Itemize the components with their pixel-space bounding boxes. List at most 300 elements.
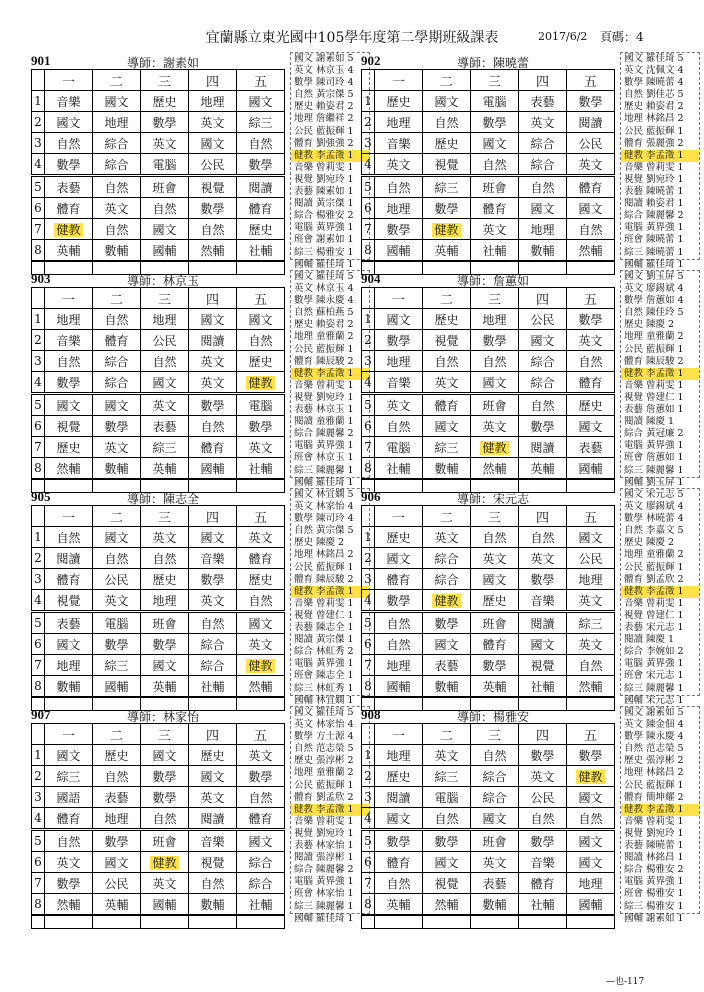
subject-cell	[189, 91, 237, 112]
subject-label: 數學	[56, 157, 81, 172]
mentor-value: 宋元志	[493, 492, 530, 506]
subject-cell	[93, 894, 141, 916]
subject-cell	[237, 569, 285, 590]
class-header	[31, 270, 285, 287]
subject-label: 數學	[386, 222, 411, 237]
teacher-line: 視覺 劉宛玲 1	[294, 391, 354, 403]
subject-label: 然輔	[56, 461, 81, 476]
subject-label: 體育	[386, 855, 411, 870]
teacher-line: 英文 廖錫斌 4	[624, 283, 684, 295]
period-number: 5	[362, 612, 375, 634]
subject-cell	[45, 745, 93, 766]
subject-cell	[471, 569, 519, 590]
subject-cell	[423, 416, 471, 437]
subject-cell	[423, 394, 471, 416]
period-number: 4	[32, 154, 45, 176]
table-row	[32, 91, 285, 112]
subject-cell	[471, 745, 519, 766]
corner-cell	[32, 70, 45, 91]
subject-label: 數輔	[434, 679, 459, 694]
subject-label: 數輔	[434, 461, 459, 476]
subject-cell	[45, 676, 93, 698]
table-row	[362, 590, 615, 612]
subject-label: 地理	[386, 748, 411, 763]
subject-cell	[237, 527, 285, 548]
subject-label: 自然	[386, 616, 411, 631]
teacher-line: 閱讀 黃宗傑 1	[294, 198, 354, 210]
subject-label: 視覺	[200, 855, 225, 870]
blank-cell	[189, 915, 237, 929]
subject-label: 國輔	[152, 243, 177, 258]
period-number: 6	[362, 198, 375, 219]
subject-cell	[423, 154, 471, 176]
teacher-line: 地理 童雅蘭 2	[624, 331, 684, 343]
table-row	[362, 198, 615, 219]
subject-cell	[519, 590, 567, 612]
period-number: 3	[32, 351, 45, 372]
subject-cell	[471, 873, 519, 894]
subject-cell	[141, 787, 189, 808]
subject-cell	[189, 416, 237, 437]
period-number: 7	[32, 873, 45, 894]
day-header-row	[362, 70, 615, 91]
day-header: 一	[45, 724, 93, 745]
subject-cell	[45, 830, 93, 852]
subject-label: 閱讀	[56, 551, 81, 566]
subject-label: 英文	[56, 855, 81, 870]
subject-cell	[519, 569, 567, 590]
subject-cell	[567, 808, 615, 830]
subject-label: 綜合	[104, 354, 129, 369]
subject-cell	[471, 787, 519, 808]
subject-cell	[93, 219, 141, 240]
table-row	[362, 133, 615, 154]
subject-label: 視覺	[56, 419, 81, 434]
subject-cell	[423, 808, 471, 830]
subject-cell	[471, 458, 519, 480]
teacher-line: 電腦 黃界強 1	[294, 876, 354, 888]
subject-label: 自然	[530, 180, 555, 195]
subject-label: 綜合	[200, 658, 225, 673]
subject-label: 英文	[434, 748, 459, 763]
subject-label: 國文	[104, 398, 129, 413]
subject-cell	[141, 548, 189, 569]
teacher-line: 班會 林京玉 1	[294, 452, 354, 464]
mentor-value: 陳曉蕾	[493, 56, 530, 70]
blank-cell	[423, 915, 471, 929]
subject-label: 自然	[104, 769, 129, 784]
teacher-line: 歷史 陳慶 2	[624, 537, 675, 549]
teacher-line: 綜三 楊雅安 1	[294, 246, 354, 258]
day-header: 一	[45, 506, 93, 527]
subject-label: 音樂	[386, 375, 411, 390]
subject-cell	[141, 676, 189, 698]
subject-label: 綜合	[434, 551, 459, 566]
subject-cell	[45, 527, 93, 548]
subject-cell	[93, 351, 141, 372]
subject-cell	[141, 330, 189, 351]
subject-label: 視覺	[530, 658, 555, 673]
subject-label: 國文	[248, 94, 273, 109]
subject-label: 社輔	[248, 897, 273, 912]
subject-label: 歷史	[152, 572, 177, 587]
subject-cell	[375, 133, 423, 154]
subject-label: 綜合	[104, 136, 129, 151]
table-row	[362, 852, 615, 873]
corner-cell	[362, 724, 375, 745]
subject-label: 自然	[434, 115, 459, 130]
table-row	[362, 154, 615, 176]
subject-cell	[45, 309, 93, 330]
subject-label: 地理	[386, 201, 411, 216]
teacher-line: 體育 張麗強 2	[624, 137, 684, 149]
subject-cell	[471, 351, 519, 372]
teacher-line: 表藝 陳曉蕾 1	[624, 186, 684, 198]
subject-label: 英文	[578, 333, 603, 348]
subject-cell	[423, 569, 471, 590]
subject-cell	[375, 91, 423, 112]
table-row	[32, 787, 285, 808]
subject-label: 自然	[482, 748, 507, 763]
subject-label: 數學	[578, 312, 603, 327]
subject-cell	[93, 133, 141, 154]
subject-label: 歷史	[482, 593, 507, 608]
subject-label: 歷史	[56, 440, 81, 455]
subject-label: 英文	[200, 790, 225, 805]
subject-label: 視覺	[434, 876, 459, 891]
blank-cell	[375, 915, 423, 929]
subject-label: 然輔	[200, 243, 225, 258]
subject-label: 國文	[482, 136, 507, 151]
subject-cell	[93, 830, 141, 852]
subject-label: 數學	[200, 201, 225, 216]
table-row	[32, 808, 285, 830]
subject-label: 自然	[248, 593, 273, 608]
subject-cell	[519, 548, 567, 569]
page-header	[0, 0, 704, 46]
subject-cell	[141, 240, 189, 262]
subject-cell	[93, 655, 141, 676]
subject-cell	[519, 112, 567, 133]
teacher-line: 健教 李孟澂 1	[621, 150, 699, 162]
subject-cell	[141, 458, 189, 480]
class-header	[31, 706, 285, 723]
day-header: 四	[519, 70, 567, 91]
subject-cell	[45, 569, 93, 590]
subject-cell	[423, 787, 471, 808]
subject-label: 歷史	[248, 222, 273, 237]
table-row	[362, 394, 615, 416]
teacher-line: 歷史 張淳彬 2	[294, 755, 354, 767]
teacher-line: 電腦 黃界強 1	[624, 222, 684, 234]
subject-cell	[189, 852, 237, 873]
teacher-list	[620, 706, 700, 924]
subject-label: 綜合	[248, 855, 273, 870]
subject-cell	[375, 808, 423, 830]
teacher-line: 綜三 陳麗馨 1	[294, 464, 354, 476]
table-row	[362, 612, 615, 634]
class-block-906	[358, 488, 704, 706]
teacher-line: 自然 李嘉文 5	[624, 525, 684, 537]
teacher-line: 國文 羅佳琦 5	[294, 707, 354, 718]
subject-label: 國輔	[386, 679, 411, 694]
subject-cell	[189, 548, 237, 569]
subject-cell	[237, 458, 285, 480]
blank-cell	[45, 915, 93, 929]
subject-label: 電腦	[248, 398, 273, 413]
subject-label: 數學	[578, 748, 603, 763]
teacher-line: 數學 陳永慶 4	[294, 295, 354, 307]
subject-label: 音樂	[56, 333, 81, 348]
subject-label: 國輔	[200, 461, 225, 476]
subject-cell	[519, 527, 567, 548]
subject-cell	[375, 458, 423, 480]
subject-label: 綜合	[104, 375, 129, 390]
subject-cell	[423, 745, 471, 766]
table-row	[362, 309, 615, 330]
subject-cell	[237, 548, 285, 569]
subject-cell	[93, 612, 141, 634]
teacher-line: 電腦 黃界強 1	[624, 876, 684, 888]
day-header: 二	[423, 288, 471, 309]
subject-cell	[45, 154, 93, 176]
teacher-line: 表藝 林家怡 1	[294, 840, 354, 852]
table-row	[362, 830, 615, 852]
subject-label: 音樂	[530, 855, 555, 870]
teacher-line: 體育 簡坤耀 2	[624, 791, 684, 803]
subject-label: 英文	[248, 530, 273, 545]
teacher-line: 國輔 羅佳琦 1	[294, 258, 354, 270]
subject-label: 國文	[56, 398, 81, 413]
period-number: 6	[32, 198, 45, 219]
subject-cell	[423, 198, 471, 219]
teacher-line: 表藝 林京玉 1	[294, 404, 354, 416]
table-row	[32, 852, 285, 873]
mentor-label: 導師：	[457, 710, 494, 724]
subject-label: 體育	[434, 398, 459, 413]
subject-cell	[471, 394, 519, 416]
subject-cell	[471, 91, 519, 112]
subject-label: 視覺	[434, 333, 459, 348]
table-row	[362, 894, 615, 916]
mentor-label: 導師：	[457, 492, 494, 506]
day-header: 三	[471, 288, 519, 309]
subject-cell	[45, 219, 93, 240]
subject-label: 然輔	[56, 897, 81, 912]
subject-label: 國文	[200, 136, 225, 151]
subject-cell	[519, 219, 567, 240]
teacher-line: 音樂 曾莉雯 1	[624, 597, 684, 609]
corner-cell	[32, 724, 45, 745]
teacher-line: 國輔 宋元志 1	[624, 694, 684, 706]
subject-cell	[471, 612, 519, 634]
teacher-line: 健教 李孟澂 1	[291, 150, 369, 162]
subject-cell	[567, 91, 615, 112]
table-row	[362, 655, 615, 676]
period-number: 4	[362, 372, 375, 394]
subject-label: 自然	[434, 354, 459, 369]
subject-cell	[423, 873, 471, 894]
subject-cell	[141, 219, 189, 240]
subject-label: 表藝	[578, 440, 603, 455]
period-number: 6	[32, 416, 45, 437]
subject-cell	[237, 330, 285, 351]
subject-label: 數學	[104, 637, 129, 652]
subject-cell	[567, 548, 615, 569]
period-number: 1	[32, 91, 45, 112]
subject-label: 自然	[200, 876, 225, 891]
subject-label: 體育	[386, 572, 411, 587]
day-header: 四	[519, 506, 567, 527]
subject-label: 自然	[578, 222, 603, 237]
page-title: 宜蘭縣立東光國中105學年度第二學期班級課表	[205, 30, 499, 46]
subject-label: 自然	[152, 551, 177, 566]
subject-label: 國輔	[386, 243, 411, 258]
day-header: 三	[141, 70, 189, 91]
period-number: 7	[362, 655, 375, 676]
subject-label: 公民	[578, 136, 603, 151]
subject-cell	[567, 655, 615, 676]
subject-cell	[423, 676, 471, 698]
subject-cell	[141, 198, 189, 219]
subject-label: 國輔	[578, 461, 603, 476]
period-number: 4	[32, 590, 45, 612]
teacher-line: 英文 林京玉 4	[294, 65, 354, 77]
teacher-line: 自然 范志榮 5	[294, 743, 354, 755]
teacher-line: 音樂 曾莉雯 1	[294, 597, 354, 609]
subject-cell	[519, 612, 567, 634]
subject-label: 數學	[56, 876, 81, 891]
subject-cell	[375, 394, 423, 416]
subject-label: 數學	[200, 398, 225, 413]
period-number: 8	[32, 458, 45, 480]
period-number: 1	[362, 527, 375, 548]
teacher-line: 表藝 詹蕙如 1	[624, 404, 684, 416]
subject-cell	[375, 309, 423, 330]
subject-label: 音樂	[200, 834, 225, 849]
class-number: 905	[31, 489, 51, 504]
subject-label: 數學	[152, 637, 177, 652]
blank-row	[32, 915, 285, 929]
subject-label: 國文	[152, 375, 177, 390]
period-number: 5	[362, 176, 375, 198]
subject-label: 數學	[434, 834, 459, 849]
subject-cell	[567, 330, 615, 351]
timetable	[361, 505, 615, 711]
subject-label: 社輔	[248, 243, 273, 258]
mentor-value: 林京玉	[163, 274, 200, 288]
subject-cell	[519, 394, 567, 416]
period-number: 7	[362, 219, 375, 240]
subject-cell	[471, 309, 519, 330]
subject-label: 英文	[248, 748, 273, 763]
subject-label: 國輔	[152, 897, 177, 912]
period-number: 8	[32, 894, 45, 916]
subject-cell	[189, 590, 237, 612]
subject-cell	[375, 655, 423, 676]
subject-cell	[519, 894, 567, 916]
teacher-line: 英文 陳金佃 4	[624, 719, 684, 731]
subject-cell	[471, 372, 519, 394]
subject-label: 歷史	[200, 748, 225, 763]
subject-label: 數學	[530, 834, 555, 849]
teacher-list	[620, 52, 700, 270]
day-header-row	[362, 724, 615, 745]
subject-label: 公民	[104, 572, 129, 587]
subject-label: 英輔	[56, 243, 81, 258]
timetable	[31, 69, 285, 275]
subject-label: 國文	[434, 855, 459, 870]
subject-label: 自然	[56, 354, 81, 369]
subject-cell	[237, 830, 285, 852]
subject-cell	[45, 133, 93, 154]
subject-cell	[567, 416, 615, 437]
teacher-line: 音樂 曾莉雯 1	[294, 379, 354, 391]
teacher-line: 體育 劉強強 2	[294, 137, 354, 149]
subject-cell	[45, 590, 93, 612]
subject-label: 電腦	[152, 157, 177, 172]
teacher-line: 歷史 賴姿君 2	[294, 319, 354, 331]
teacher-line: 地理 童雅蘭 2	[294, 767, 354, 779]
subject-label: 體育	[578, 375, 603, 390]
subject-cell	[45, 612, 93, 634]
subject-label: 自然	[56, 530, 81, 545]
period-number: 1	[32, 527, 45, 548]
subject-label: 地理	[386, 658, 411, 673]
subject-label: 視覺	[56, 593, 81, 608]
day-header: 一	[45, 288, 93, 309]
subject-label: 英文	[152, 398, 177, 413]
subject-label: 歷史	[434, 312, 459, 327]
table-row	[362, 745, 615, 766]
subject-cell	[375, 154, 423, 176]
teacher-line: 班會 詹蕙如 1	[624, 452, 684, 464]
subject-cell	[519, 176, 567, 198]
subject-cell	[519, 745, 567, 766]
subject-cell	[45, 394, 93, 416]
subject-label: 表藝	[104, 790, 129, 805]
class-number: 902	[361, 53, 381, 68]
subject-label: 綜三	[434, 440, 459, 455]
table-row	[32, 548, 285, 569]
subject-cell	[45, 548, 93, 569]
subject-cell	[45, 437, 93, 458]
subject-cell	[567, 873, 615, 894]
subject-label: 自然	[152, 354, 177, 369]
mentor-value: 謝素如	[163, 56, 200, 70]
subject-label: 自然	[386, 876, 411, 891]
subject-cell	[189, 894, 237, 916]
subject-cell	[45, 372, 93, 394]
subject-label: 社輔	[386, 461, 411, 476]
teacher-line: 公民 藍振輝 1	[624, 125, 684, 137]
table-row	[362, 873, 615, 894]
subject-label: 自然	[530, 398, 555, 413]
subject-cell	[375, 766, 423, 787]
table-row	[32, 676, 285, 698]
teacher-line: 綜三 陳麗馨 1	[294, 900, 354, 912]
subject-cell	[45, 176, 93, 198]
subject-cell	[93, 766, 141, 787]
teacher-line: 綜合 陳麗馨 2	[624, 210, 684, 222]
subject-cell	[45, 330, 93, 351]
day-header: 五	[567, 506, 615, 527]
table-row	[32, 394, 285, 416]
subject-label: 然輔	[578, 679, 603, 694]
subject-cell	[189, 458, 237, 480]
teacher-line: 音樂 曾莉雯 1	[294, 161, 354, 173]
day-header: 二	[423, 506, 471, 527]
